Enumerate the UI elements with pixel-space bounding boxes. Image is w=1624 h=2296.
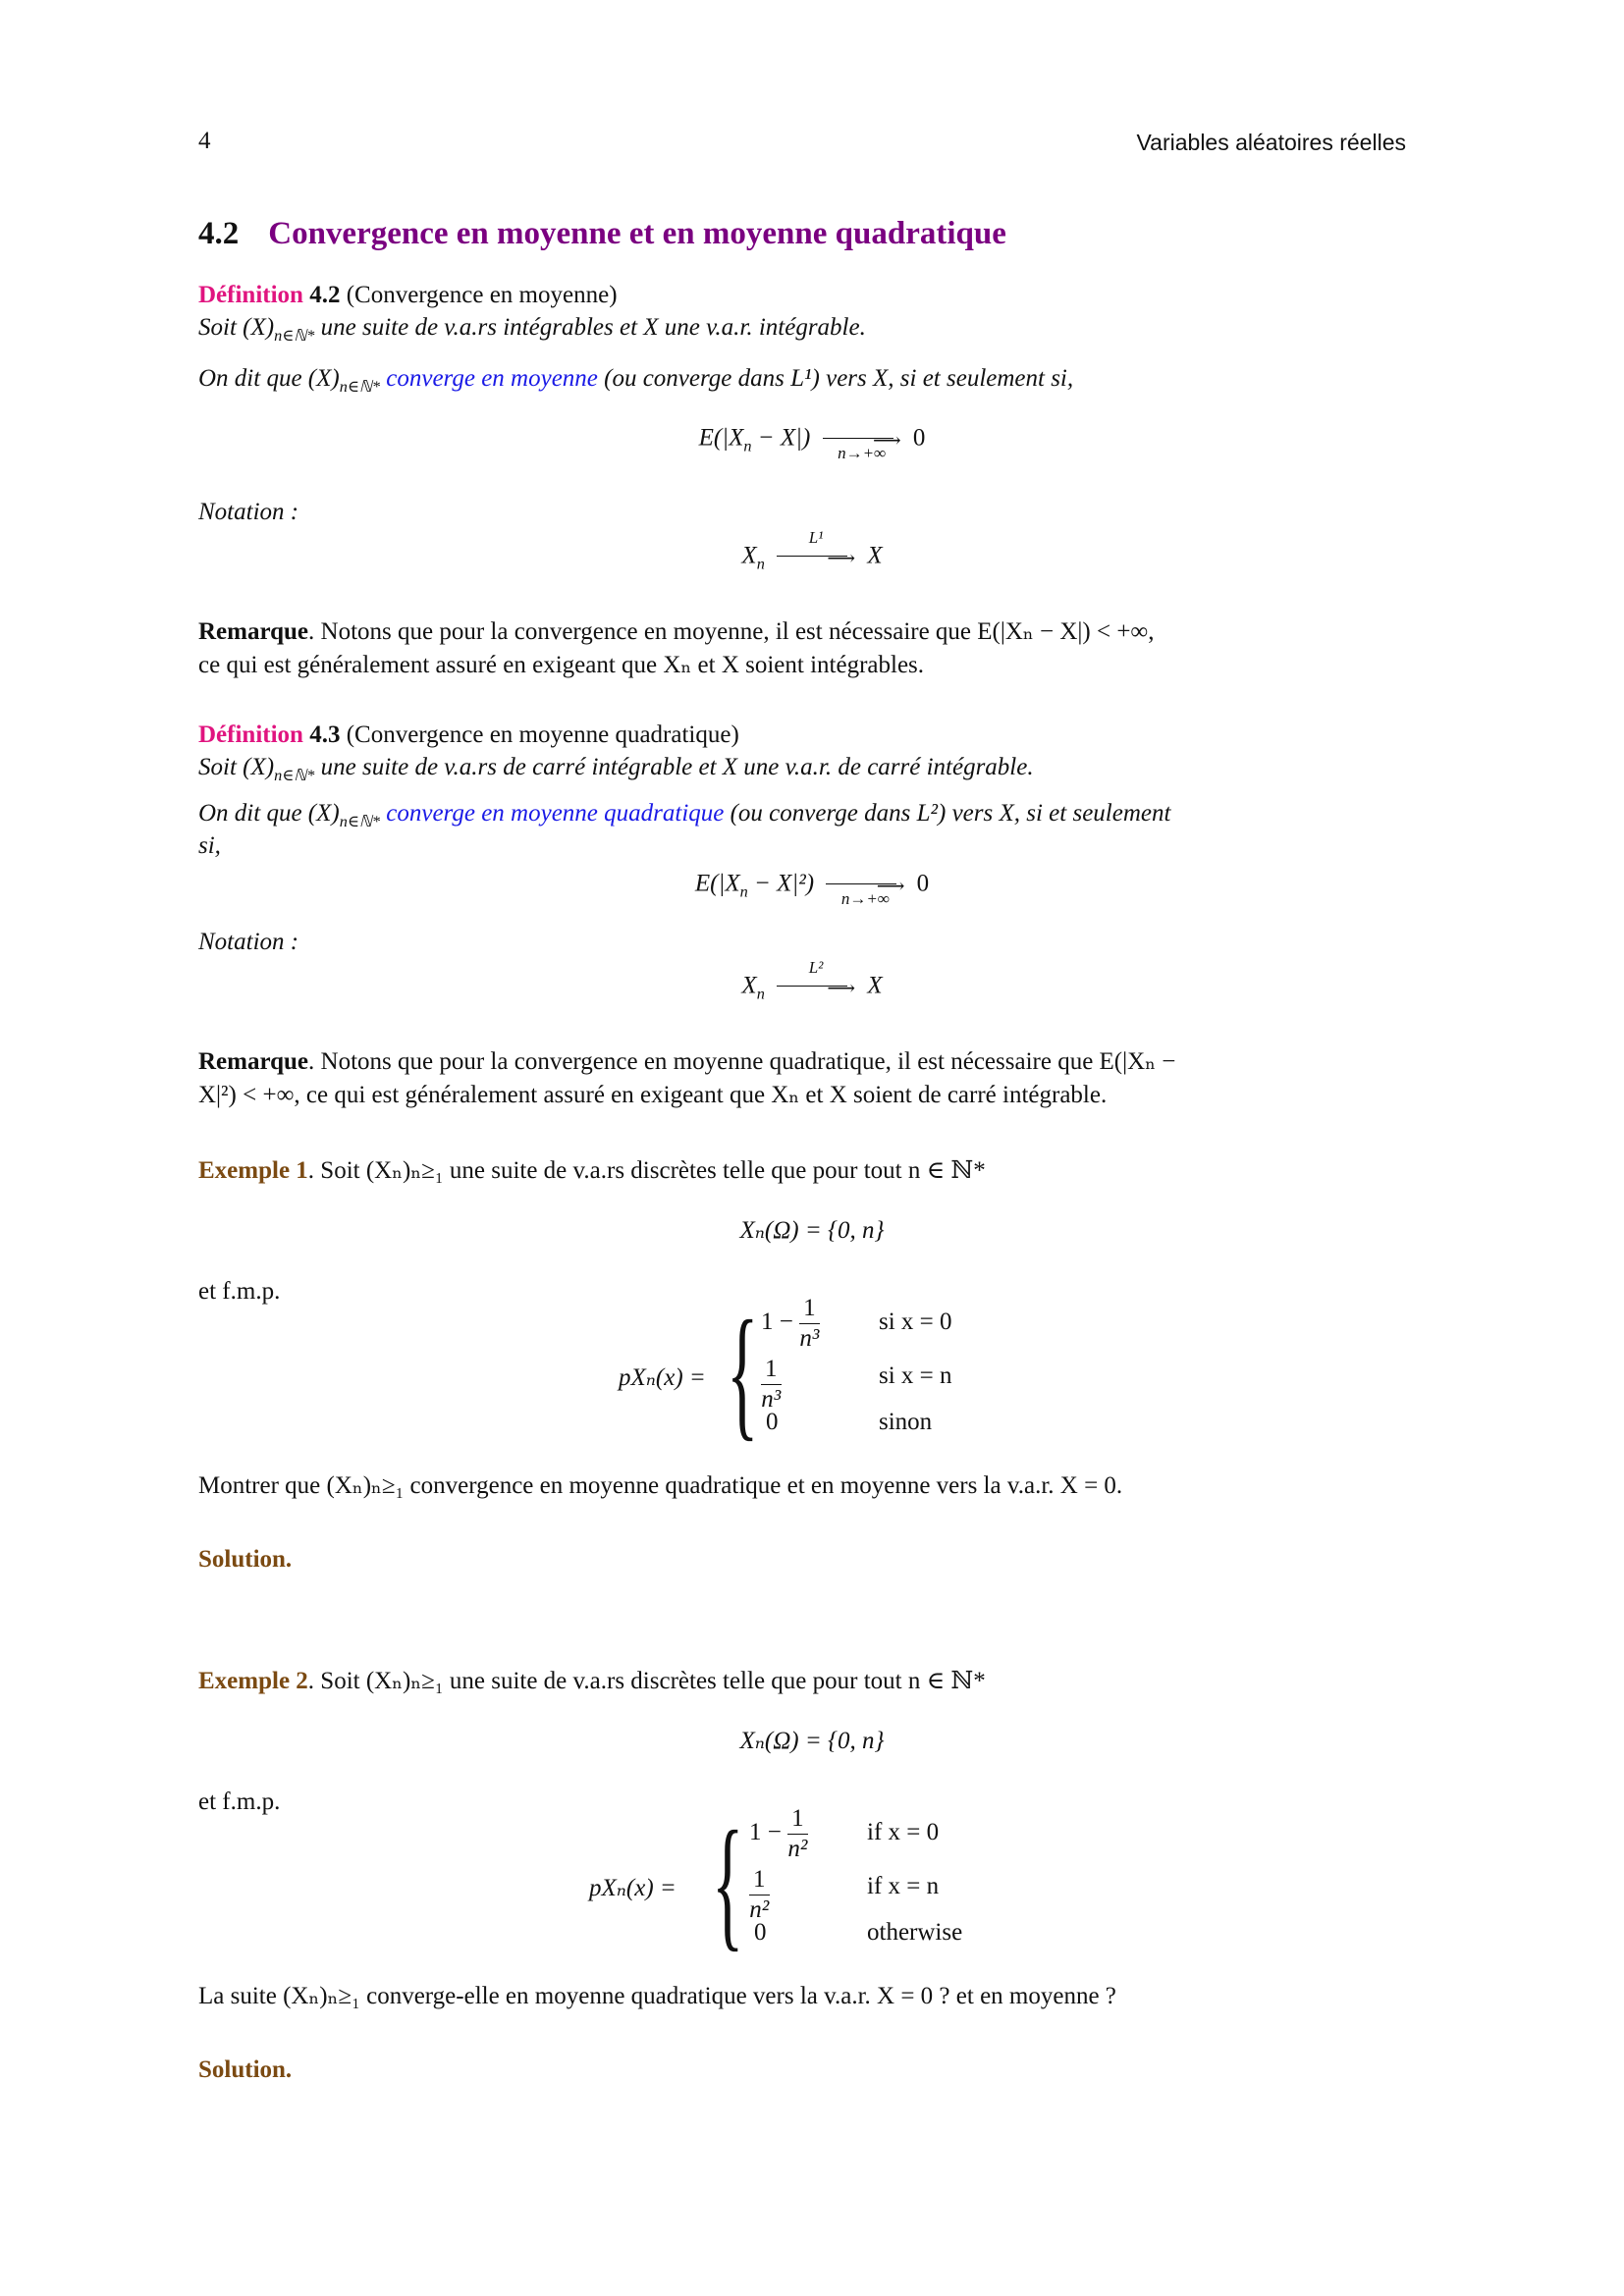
example-2-intro	[198, 1666, 986, 1695]
notation-label: Notation :	[198, 499, 299, 525]
remark-text: . Notons que pour la convergence en moyenne, il est nécessaire que E(|Xₙ − X|) < +∞,	[308, 618, 1155, 645]
arrow-label: L²	[808, 958, 824, 977]
case-condition: if x = 0	[867, 1819, 940, 1845]
section-title: Convergence en moyenne et en moyenne quadratique	[268, 216, 1006, 251]
section-heading	[198, 216, 1006, 252]
definition-label: Définition	[198, 282, 303, 308]
index-set: n∈ℕ*	[339, 813, 381, 830]
formula-subscript: n	[756, 985, 765, 1003]
example-2-pmf	[589, 1801, 1021, 1971]
case-value	[749, 1804, 808, 1864]
formula-part: − X|²)	[747, 870, 815, 897]
numerator: 1	[799, 1294, 820, 1324]
arrow-label: L¹	[808, 528, 824, 547]
left-brace: {	[712, 1801, 744, 1964]
statement-text: On dit que (X	[198, 800, 332, 827]
statement-text: On dit que (X	[198, 365, 332, 392]
formula-part: E(|X	[698, 424, 744, 452]
case-value: 0	[766, 1409, 779, 1435]
formula-subscript: n	[743, 437, 752, 455]
example-2-fmp-label: et f.m.p.	[198, 1789, 281, 1815]
case-value	[761, 1294, 820, 1354]
formula-part: X	[741, 972, 757, 999]
case-condition: sinon	[879, 1409, 933, 1435]
example-text: . Soit (Xₙ)ₙ≥₁ une suite de v.a.rs discrètes telle que pour tout n ∈ ℕ*	[307, 1157, 986, 1184]
example-1-support: Xₙ(Ω) = {0, n}	[739, 1217, 885, 1244]
remark-2-line-1	[198, 1046, 1175, 1076]
formula-subscript: n	[739, 882, 748, 901]
case-value	[761, 1355, 782, 1415]
example-1-pmf	[619, 1291, 1011, 1461]
index-set: n∈ℕ*	[339, 378, 381, 396]
definition-4-2-statement: Soit $(X)_{n\in ℕ*}$ une suite de v.a.rs intégrables et X une v.a.r. intégrable.	[198, 314, 866, 345]
example-1-intro	[198, 1155, 986, 1185]
formula-part: − X|)	[751, 424, 811, 452]
formula-part: X	[741, 542, 757, 569]
notation-l2	[0, 958, 1624, 1007]
statement-text: (ou converge dans L²) vers X, si et seulement	[730, 800, 1171, 827]
denominator: n³	[761, 1386, 782, 1413]
definition-4-3-condition: On dit que $(X)_{n\in ℕ*}$ converge en moyenne quadratique (ou converge dans L²) vers X, si et seulement	[198, 800, 1171, 830]
definition-number: 4.2	[309, 282, 341, 308]
convergence-arrow: L¹ ⟶	[777, 538, 855, 577]
remark-label: Remarque	[198, 618, 309, 645]
formula-part: X	[867, 972, 883, 999]
index-set: n∈ℕ*	[274, 767, 315, 784]
denominator: n²	[787, 1836, 808, 1862]
page-number: 4	[198, 128, 211, 154]
denominator: n³	[799, 1325, 820, 1352]
formula-part: 0	[916, 870, 930, 897]
remark-1-line-1	[198, 616, 1155, 646]
example-1-question: Montrer que (Xₙ)ₙ≥₁ convergence en moyenne quadratique et en moyenne vers la v.a.r. X = 0.	[198, 1472, 1123, 1499]
index-set: n∈ℕ*	[274, 327, 315, 345]
remark-text: . Notons que pour la convergence en moyenne quadratique, il est nécessaire que E(|Xₙ −	[308, 1048, 1176, 1075]
case-condition: otherwise	[867, 1919, 963, 1946]
case-value	[749, 1865, 770, 1925]
numerator: 1	[761, 1355, 782, 1385]
example-text: . Soit (Xₙ)ₙ≥₁ une suite de v.a.rs discrètes telle que pour tout n ∈ ℕ*	[307, 1668, 986, 1694]
case-value-prefix: 1 −	[761, 1308, 793, 1336]
running-title: Variables aléatoires réelles	[1136, 130, 1406, 155]
term-link-converge-en-moyenne[interactable]: converge en moyenne	[386, 365, 598, 392]
fraction	[749, 1865, 770, 1925]
case-condition: if x = n	[867, 1873, 940, 1899]
definition-4-3-statement: Soit $(X)_{n\in ℕ*}$ une suite de v.a.rs de carré intégrable et X une v.a.r. de carré intégrable.	[198, 754, 1034, 784]
case-value-prefix: 1 −	[749, 1819, 782, 1846]
fraction	[761, 1355, 782, 1415]
example-2-solution-label: Solution.	[198, 2056, 293, 2083]
denominator: n²	[749, 1896, 770, 1923]
example-label: Exemple 2	[198, 1668, 308, 1694]
definition-label: Définition	[198, 721, 303, 748]
definition-title: (Convergence en moyenne quadratique)	[346, 721, 739, 748]
case-condition: si x = n	[879, 1362, 952, 1389]
definition-number: 4.3	[309, 721, 341, 748]
remark-1-line-2: ce qui est généralement assuré en exigeant que Xₙ et X soient intégrables.	[198, 652, 925, 678]
limit-arrow: ⟶ n→+∞	[823, 420, 901, 459]
numerator: 1	[749, 1865, 770, 1896]
statement-text: (ou converge dans L¹) vers X, si et seulement si,	[604, 365, 1074, 392]
definition-4-2-header	[198, 282, 618, 309]
remark-2-line-2: X|²) < +∞, ce qui est généralement assuré en exigeant que Xₙ et X soient de carré intégrable.	[198, 1082, 1108, 1108]
example-2-support: Xₙ(Ω) = {0, n}	[739, 1728, 885, 1754]
pmf-lhs: pXₙ(x) =	[619, 1364, 706, 1391]
formula-subscript: n	[756, 555, 765, 573]
convergence-arrow: L² ⟶	[777, 968, 855, 1007]
definition-4-3-header	[198, 721, 739, 749]
formula-part: 0	[912, 424, 926, 452]
section-number: 4.2	[198, 216, 240, 251]
definition-4-3-condition-cont: si,	[198, 832, 221, 859]
statement-text: une suite de v.a.rs intégrables et X une v.a.r. intégrable.	[314, 314, 866, 341]
formula-l1-convergence	[0, 420, 1624, 462]
notation-l1	[0, 528, 1624, 577]
example-2-question: La suite (Xₙ)ₙ≥₁ converge-elle en moyenne quadratique vers la v.a.r. X = 0 ? et en moyenne ?	[198, 1983, 1116, 2009]
formula-part: X	[867, 542, 883, 569]
remark-label: Remarque	[198, 1048, 309, 1075]
limit-label: n→+∞	[838, 444, 887, 462]
pmf-lhs: pXₙ(x) =	[589, 1875, 677, 1901]
definition-4-2-condition: On dit que $(X)_{n\in ℕ*}$ converge en moyenne (ou converge dans L¹) vers X, si et seulement si,	[198, 365, 1074, 396]
formula-l2-convergence	[0, 866, 1624, 908]
limit-label: n→+∞	[840, 889, 890, 908]
example-label: Exemple 1	[198, 1157, 308, 1184]
fraction	[787, 1804, 808, 1864]
fraction	[799, 1294, 820, 1354]
formula-part: E(|X	[694, 870, 740, 897]
case-value: 0	[754, 1919, 767, 1946]
notation-label: Notation :	[198, 929, 299, 955]
definition-title: (Convergence en moyenne)	[346, 282, 618, 308]
term-link-converge-en-moyenne-quadratique[interactable]: converge en moyenne quadratique	[386, 800, 725, 827]
limit-arrow: ⟶ n→+∞	[826, 866, 904, 905]
example-1-fmp-label: et f.m.p.	[198, 1278, 281, 1305]
case-condition: si x = 0	[879, 1308, 952, 1335]
statement-text: Soit (X	[198, 314, 266, 341]
statement-text: Soit (X	[198, 754, 266, 780]
numerator: 1	[787, 1804, 808, 1835]
statement-text: une suite de v.a.rs de carré intégrable et X une v.a.r. de carré intégrable.	[314, 754, 1034, 780]
left-brace: {	[727, 1291, 759, 1454]
example-1-solution-label: Solution.	[198, 1546, 293, 1573]
